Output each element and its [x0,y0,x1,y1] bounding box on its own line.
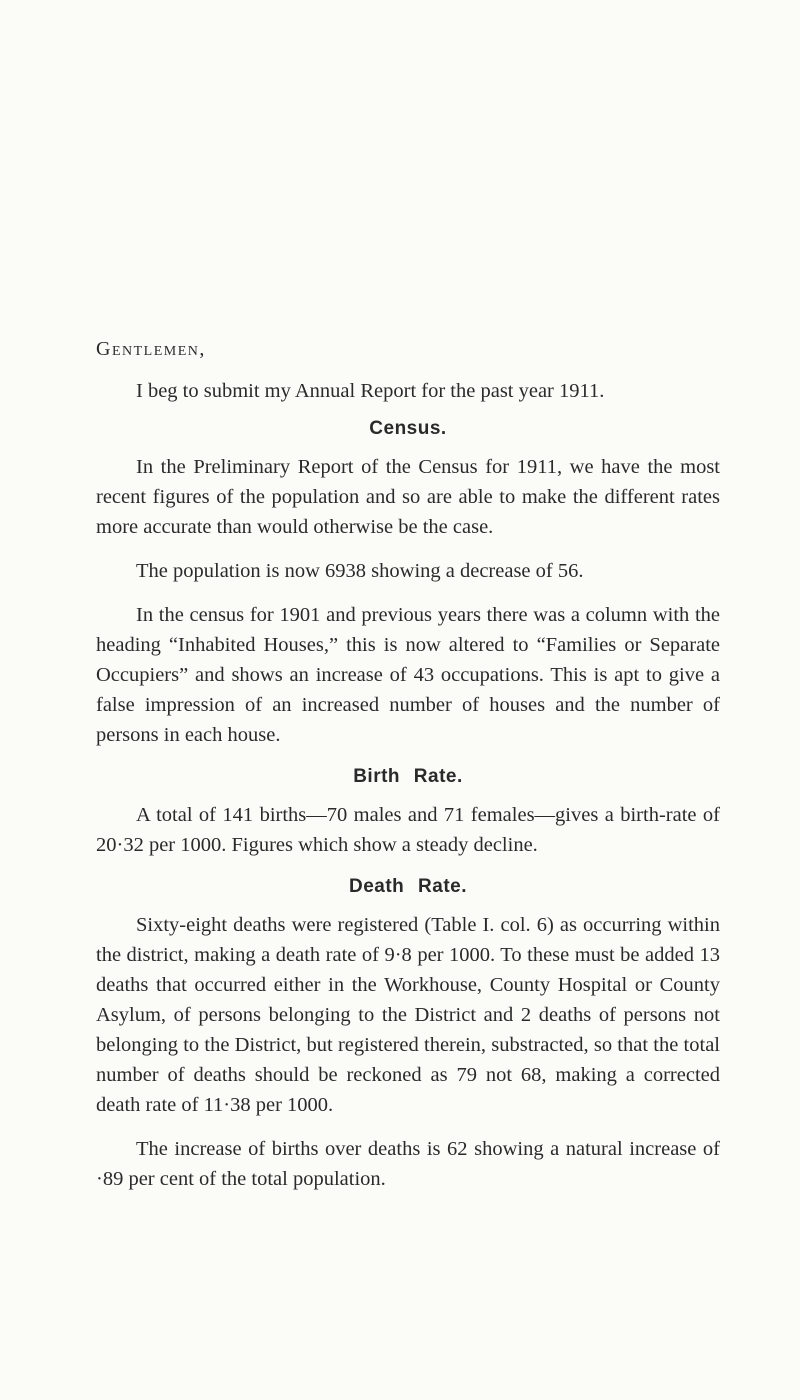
death-rate-paragraph-2: The increase of births over deaths is 62 showing a natural increase of ·89 per cent of the total population. [96,1138,720,1190]
death-rate-heading: Death Rate. [348,876,468,897]
census-paragraph-2: The population is now 6938 showing a decrease of 56. [136,560,584,582]
report-page [96,334,720,1208]
census-paragraph-3: In the census for 1901 and previous years there was a column with the heading “Inhabited Houses,” this is now altered to “Families or Separate Occupiers” and shows an increase of 43 occupations. This is apt to give a false impression of an increased number of houses and the number of persons in each house. [96,604,720,746]
census-heading: Census. [369,418,447,439]
death-rate-paragraph-1: Sixty-eight deaths were registered (Table I. col. 6) as occurring within the district, making a death rate of 9·8 per 1000. To these must be added 13 deaths that occurred either in the Workhouse, County Hospital or County Asylum, of persons belonging to the District and 2 deaths of persons not belonging to the District, but registered therein, substracted, so that the total number of deaths should be reckoned as 79 not 68, making a corrected death rate of 11·38 per 1000. [96,914,720,1116]
birth-rate-paragraph: A total of 141 births—70 males and 71 females—gives a birth-rate of 20·32 per 1000. Figures which show a steady decline. [96,804,720,856]
census-paragraph-1: In the Preliminary Report of the Census for 1911, we have the most recent figures of the population and so are able to make the different rates more accurate than would otherwise be the case. [96,456,720,538]
birth-rate-heading: Birth Rate. [353,766,463,787]
intro-paragraph: I beg to submit my Annual Report for the past year 1911. [136,380,605,402]
salutation: Gentlemen, [96,338,206,360]
